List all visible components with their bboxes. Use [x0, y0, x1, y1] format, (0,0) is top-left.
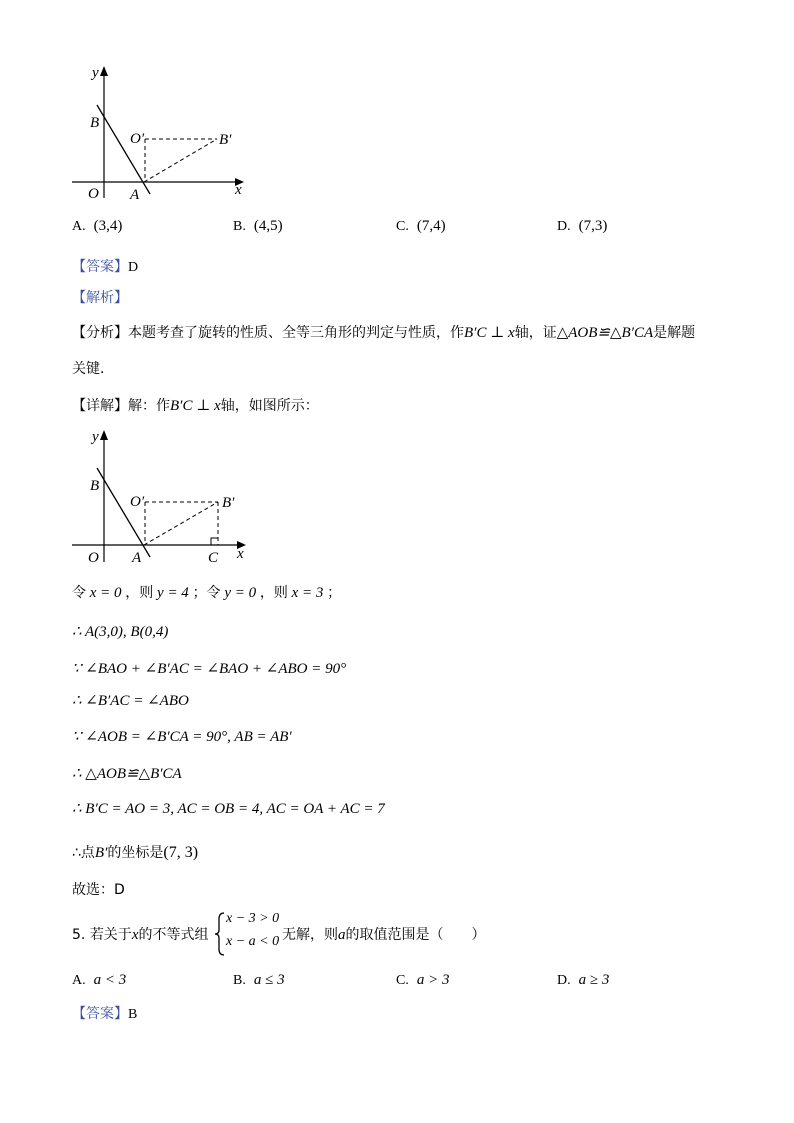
- step-1-math: y = 4: [157, 585, 189, 601]
- q4-option-c[interactable]: [396, 218, 446, 235]
- label-c: C: [208, 550, 219, 566]
- option-value: (7,3): [578, 218, 608, 234]
- option-value: (4,5): [253, 218, 283, 234]
- fenxi-text-2: 轴，证: [514, 325, 557, 341]
- option-letter: A.: [72, 219, 86, 234]
- label-x: x: [235, 182, 242, 198]
- detail-text-2: 轴，如图所示：: [220, 398, 319, 414]
- label-b: B: [90, 115, 100, 131]
- y-axis-arrow: [100, 66, 108, 76]
- choose-line: 故选：D: [72, 882, 125, 898]
- dashed-a-bprime: [144, 139, 217, 182]
- detail-line: [72, 395, 319, 415]
- q5-option-a[interactable]: [72, 972, 126, 989]
- option-letter: B.: [233, 219, 246, 234]
- q5-option-c[interactable]: [396, 972, 449, 989]
- coordinate-figure-1: [60, 58, 260, 208]
- step-6: ∴ △AOB≌△B′CA: [72, 766, 182, 782]
- label-o-prime: O′: [130, 131, 145, 147]
- q5-text-2: 的不等式组: [138, 927, 209, 943]
- detail-text-1: 解：作: [128, 398, 170, 414]
- q5-var-a: a: [338, 927, 346, 943]
- label-y: y: [92, 429, 99, 445]
- q5-var-x: x: [131, 927, 139, 943]
- answer-tag: 【答案】: [72, 259, 128, 275]
- step-1-text: 令: [72, 585, 86, 601]
- option-value: a > 3: [416, 972, 450, 988]
- option-letter: A.: [72, 973, 86, 988]
- fenxi-math-1: B′C ⊥ x: [464, 325, 515, 341]
- label-b-prime: B′: [219, 132, 232, 148]
- step-3: ∵ ∠BAO + ∠B′AC = ∠BAO + ∠ABO = 90°: [72, 661, 347, 677]
- answer-value: D: [128, 260, 139, 275]
- label-b: B: [90, 478, 100, 494]
- y-axis-arrow: [100, 430, 108, 440]
- step-1-text: ；令: [192, 585, 221, 601]
- fenxi-text-1: 本题考查了旋转的性质、全等三角形的判定与性质，作: [128, 325, 464, 341]
- q4-option-d[interactable]: [557, 218, 607, 235]
- option-letter: C.: [396, 973, 409, 988]
- system-ineq-1: x − 3 > 0: [226, 911, 280, 926]
- step-1-math: y = 0: [224, 585, 257, 601]
- q4-option-b[interactable]: [233, 218, 283, 235]
- label-a: A: [130, 187, 140, 203]
- fenxi-line-1: [72, 322, 695, 342]
- label-o: O: [88, 550, 99, 566]
- right-angle-mark: [211, 538, 218, 545]
- detail-tag: 【详解】: [72, 398, 128, 414]
- step-4: ∴ ∠B′AC = ∠ABO: [72, 693, 189, 709]
- option-value: (3,4): [93, 218, 123, 234]
- step-8: [72, 842, 198, 862]
- q5-line: [72, 924, 208, 944]
- step-8-value: (7, 3): [163, 844, 199, 861]
- option-value: a < 3: [93, 972, 127, 988]
- fenxi-tag: 【分析】: [72, 325, 128, 341]
- system-ineq-2: x − a < 0: [226, 934, 280, 949]
- step-1-text: ，则: [259, 585, 288, 601]
- label-a: A: [132, 550, 142, 566]
- step-1-text: ，则: [125, 585, 154, 601]
- q5-text-1: 若关于: [89, 927, 132, 943]
- step-2: ∴ A(3,0), B(0,4): [72, 624, 169, 640]
- line-ab: [97, 468, 150, 557]
- q5-option-b[interactable]: [233, 972, 285, 989]
- option-value: (7,4): [416, 218, 446, 234]
- answer-1: [72, 256, 138, 276]
- option-letter: B.: [233, 973, 246, 988]
- label-o: O: [88, 186, 99, 202]
- step-8-math: B′: [94, 845, 108, 861]
- option-letter: C.: [396, 219, 409, 234]
- dashed-a-bprime: [144, 502, 218, 545]
- q5-number: 5.: [72, 927, 86, 943]
- q4-option-a[interactable]: [72, 218, 122, 235]
- coordinate-figure-2: [60, 422, 260, 572]
- step-1-math: x = 0: [89, 585, 122, 601]
- option-value: a ≤ 3: [253, 972, 285, 988]
- fenxi-text-3: 是解题: [653, 325, 696, 341]
- step-8-text: ∴点: [72, 845, 95, 861]
- option-letter: D.: [557, 973, 571, 988]
- option-value: a ≥ 3: [578, 972, 610, 988]
- fenxi-line-2: 关键．: [72, 361, 114, 377]
- q5-line-tail: [282, 924, 486, 944]
- step-5: ∵ ∠AOB = ∠B′CA = 90°, AB = AB′: [72, 729, 292, 745]
- system-brace: [214, 912, 226, 956]
- q5-option-d[interactable]: [557, 972, 609, 989]
- label-o-prime: O′: [130, 494, 145, 510]
- step-8-text: 的坐标是: [107, 845, 164, 861]
- step-1-text: ；: [327, 585, 342, 601]
- q5-text-3: 无解，则: [282, 927, 338, 943]
- answer-tag: 【答案】: [72, 1006, 128, 1022]
- answer-value: B: [128, 1007, 138, 1022]
- label-y: y: [92, 65, 99, 81]
- step-1-math: x = 3: [291, 585, 324, 601]
- fenxi-math-2: △AOB≌△B′CA: [556, 325, 654, 341]
- step-7: ∴ B′C = AO = 3, AC = OB = 4, AC = OA + AC = 7: [72, 801, 385, 817]
- detail-math-1: B′C ⊥ x: [170, 398, 221, 414]
- q5-text-4: 的取值范围是（ ）: [345, 927, 486, 943]
- option-letter: D.: [557, 219, 571, 234]
- line-ab: [97, 105, 150, 194]
- analysis-tag: 【解析】: [72, 290, 128, 306]
- label-b-prime: B′: [222, 495, 235, 511]
- step-1: [72, 582, 341, 602]
- label-x: x: [237, 546, 244, 562]
- answer-2: [72, 1003, 137, 1023]
